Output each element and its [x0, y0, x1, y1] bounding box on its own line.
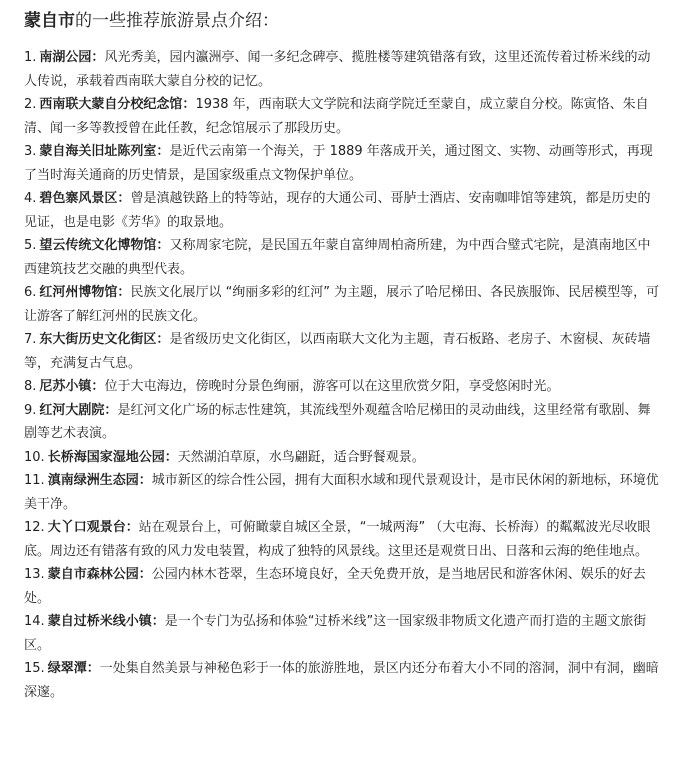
name-separator: ：	[125, 520, 139, 535]
title-city: 蒙自市	[24, 11, 75, 31]
attraction-name: 东大街历史文化街区	[39, 332, 157, 347]
attraction-name: 蒙自过桥米线小镇	[47, 614, 152, 629]
page-title	[24, 8, 662, 34]
attraction-description: 是一个专门为弘扬和体验“过桥米线”这一国家级非物质文化遗产而打造的主题文旅街区。	[24, 614, 647, 653]
attraction-description: 是红河文化广场的标志性建筑，其流线型外观蕴含哈尼梯田的灵动曲线，这里经常有歌剧、舞剧等艺术表演。	[24, 402, 651, 441]
name-separator: ：	[156, 238, 170, 253]
attraction-description: 是省级历史文化街区，以西南联大文化为主题，青石板路、老房子、木窗棂、灰砖墙等，充满复古气息。	[24, 332, 651, 371]
item-number: 13.	[24, 567, 45, 582]
list-item	[24, 281, 662, 328]
attraction-name: 西南联大蒙自分校纪念馆	[39, 97, 183, 112]
list-item	[24, 610, 662, 657]
attraction-description: 位于大屯海边，傍晚时分景色绚丽，游客可以在这里欣赏夕阳，享受悠闲时光。	[104, 379, 560, 394]
attraction-description: 民族文化展厅以 “绚丽多彩的红河” 为主题，展示了哈尼梯田、各民族服饰、民居模型等，可让游客了解红河州的民族文化。	[24, 285, 660, 324]
item-number: 6.	[24, 285, 37, 300]
attraction-name: 尼苏小镇	[39, 379, 92, 394]
attraction-description: 是近代云南第一个海关，于 1889 年落成开关，通过图文、实物、动画等形式，再现了当时海关通商的历史情景，是国家级重点文物保护单位。	[24, 144, 653, 183]
item-number: 11.	[24, 473, 45, 488]
name-separator: ：	[156, 144, 170, 159]
name-separator: ：	[104, 402, 118, 418]
list-item	[24, 563, 662, 610]
name-separator: ：	[138, 567, 152, 582]
list-item	[24, 399, 662, 446]
item-number: 12.	[24, 520, 45, 535]
attraction-name: 碧色寨风景区	[39, 191, 118, 206]
attraction-description: 城市新区的综合性公园，拥有大面积水域和现代景观设计，是市民休闲的新地标，环境优美干净。	[24, 473, 659, 512]
item-number: 7.	[24, 332, 37, 347]
item-number: 2.	[24, 97, 37, 112]
attraction-description: 站在观景台上，可俯瞰蒙自城区全景，“一城两海” （大屯海、长桥海）的粼粼波光尽收眼底。周边还有错落有致的风力发电装置，构成了独特的风景线。这里还是观赏日出、日落和云海的绝佳地点。	[24, 520, 651, 559]
item-number: 9.	[24, 402, 37, 418]
list-item	[24, 93, 662, 140]
name-separator: ：	[117, 285, 131, 300]
item-number: 5.	[24, 238, 37, 253]
attraction-name: 南湖公园	[39, 50, 92, 65]
item-number: 1.	[24, 50, 37, 65]
name-separator: ：	[91, 379, 105, 394]
list-item	[24, 657, 662, 704]
item-number: 15.	[24, 661, 45, 676]
attraction-description: 1938 年，西南联大文学院和法商学院迁至蒙自，成立蒙自分校。陈寅恪、朱自清、闻一多等教授曾在此任教，纪念馆展示了那段历史。	[24, 97, 649, 136]
item-number: 14.	[24, 614, 45, 629]
attraction-description: 又称周家宅院，是民国五年蒙自富绅周柏斋所建，为中西合璧式宅院，是滇南地区中西建筑技艺交融的典型代表。	[24, 238, 651, 277]
attraction-name: 绿翠潭	[47, 661, 87, 676]
attraction-name: 大丫口观景台	[47, 520, 126, 535]
title-rest: 的一些推荐旅游景点介绍：	[75, 11, 279, 31]
list-item	[24, 140, 662, 187]
list-item	[24, 328, 662, 375]
list-item	[24, 469, 662, 516]
name-separator: ：	[117, 191, 131, 206]
list-item	[24, 187, 662, 234]
attraction-description: 公园内林木苍翠，生态环境良好，全天免费开放，是当地居民和游客休闲、娱乐的好去处。	[24, 567, 646, 606]
name-separator: ：	[164, 449, 178, 465]
attraction-name: 滇南绿洲生态园	[47, 473, 139, 488]
attraction-description: 风光秀美，园内瀛洲亭、闻一多纪念碑亭、揽胜楼等建筑错落有致，这里还流传着过桥米线的动人传说，承载着西南联大蒙自分校的记忆。	[24, 50, 651, 89]
attraction-name: 蒙自市森林公园	[47, 567, 139, 582]
item-number: 8.	[24, 379, 37, 394]
name-separator: ：	[156, 332, 170, 347]
attraction-name: 望云传统文化博物馆	[39, 238, 157, 253]
attraction-description: 曾是滇越铁路上的特等站，现存的大通公司、哥胪士酒店、安南咖啡馆等建筑，都是历史的见证，也是电影《芳华》的取景地。	[24, 191, 651, 230]
item-number: 10.	[24, 449, 45, 465]
list-item	[24, 234, 662, 281]
name-separator: ：	[138, 473, 152, 488]
attraction-list	[24, 46, 662, 704]
name-separator: ：	[151, 614, 165, 629]
attraction-description: 天然湖泊草原，水鸟翩跹，适合野餐观景。	[177, 449, 425, 465]
item-number: 4.	[24, 191, 37, 206]
list-item	[24, 375, 662, 399]
name-separator: ：	[182, 97, 196, 112]
list-item	[24, 446, 662, 470]
attraction-name: 红河大剧院	[39, 402, 105, 418]
attraction-name: 红河州博物馆	[39, 285, 118, 300]
list-item	[24, 46, 662, 93]
attraction-name: 蒙自海关旧址陈列室	[39, 144, 157, 159]
attraction-name: 长桥海国家湿地公园	[47, 449, 165, 465]
name-separator: ：	[86, 661, 100, 676]
name-separator: ：	[91, 50, 105, 65]
item-number: 3.	[24, 144, 37, 159]
list-item	[24, 516, 662, 563]
attraction-description: 一处集自然美景与神秘色彩于一体的旅游胜地，景区内还分布着大小不同的溶洞，洞中有洞，幽暗深邃。	[24, 661, 659, 700]
